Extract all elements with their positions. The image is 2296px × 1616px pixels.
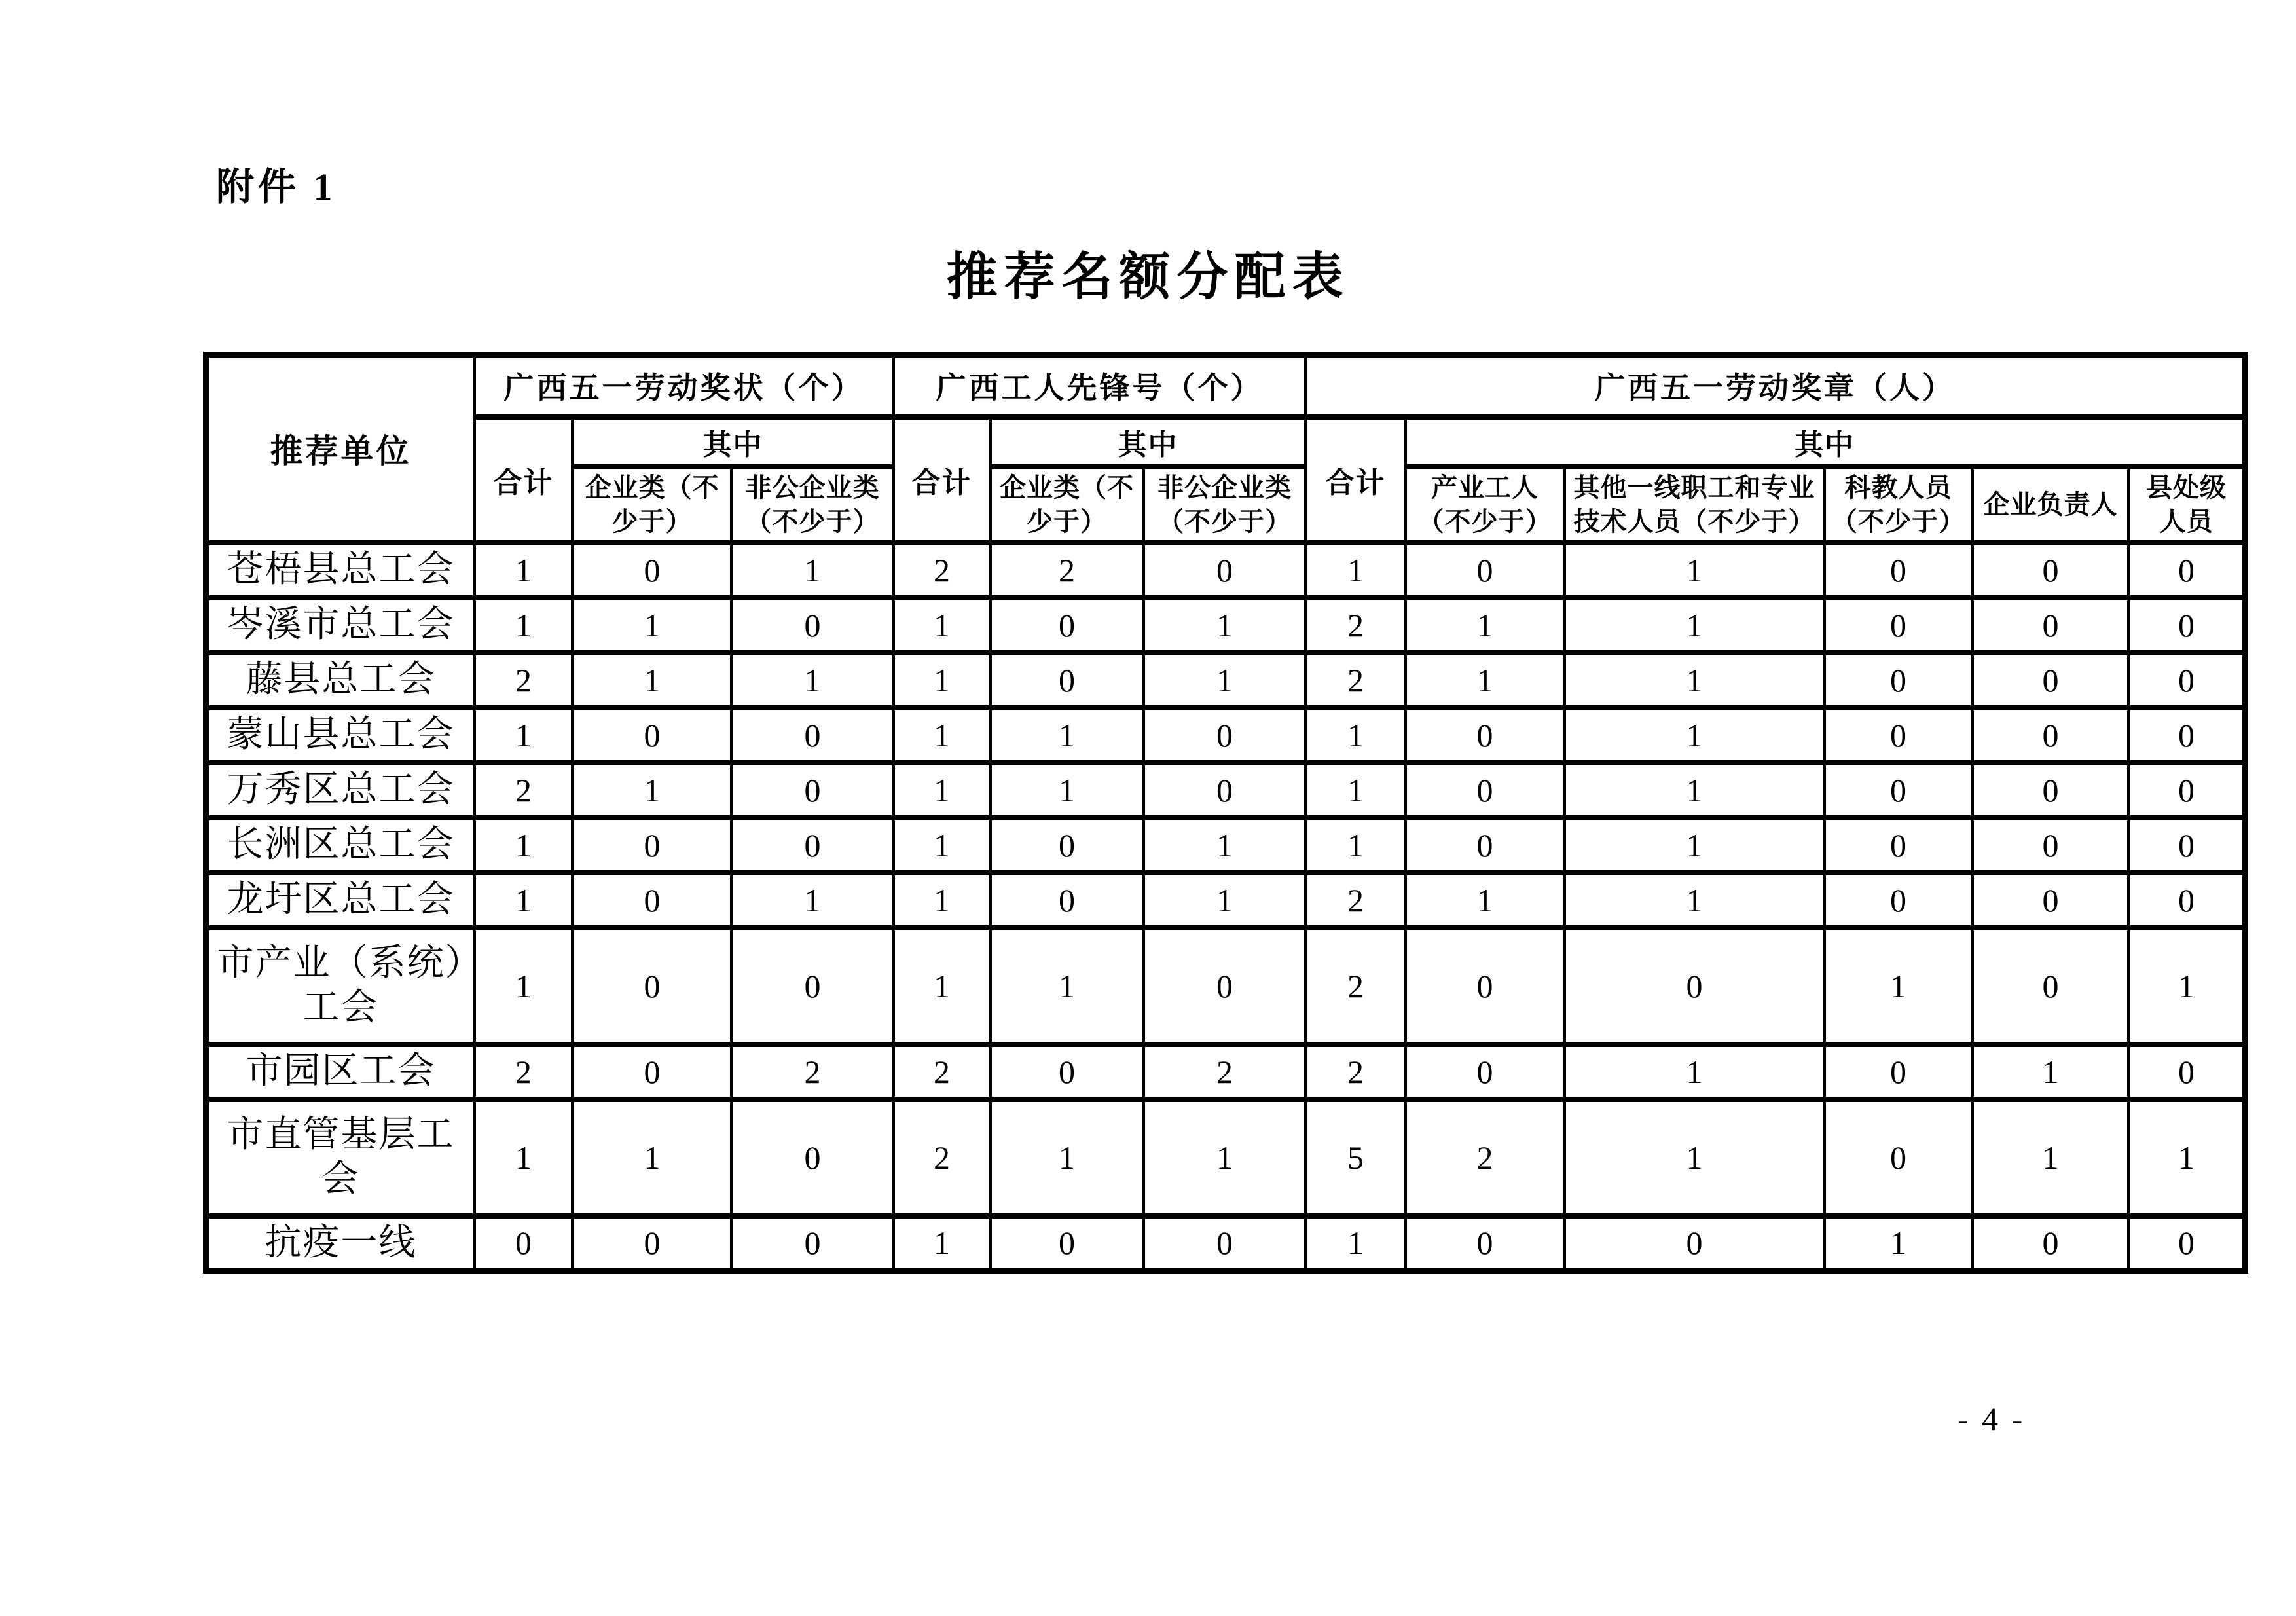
value-cell: 2	[475, 763, 573, 818]
value-cell: 1	[1565, 1099, 1825, 1216]
value-cell: 0	[732, 1099, 894, 1216]
value-cell: 1	[894, 763, 991, 818]
table-row	[206, 1099, 2246, 1216]
value-cell: 0	[2129, 708, 2246, 763]
allocation-table	[203, 352, 2248, 1274]
value-cell: 0	[1825, 708, 1973, 763]
page-title: 推荐名额分配表	[946, 248, 1350, 305]
value-cell: 0	[2129, 1044, 2246, 1099]
value-cell: 1	[475, 928, 573, 1044]
value-cell: 0	[573, 1044, 732, 1099]
value-cell: 1	[475, 598, 573, 653]
value-cell: 1	[1306, 818, 1406, 873]
value-cell: 0	[573, 818, 732, 873]
value-cell: 1	[573, 763, 732, 818]
header-among-pioneer: 其中	[991, 417, 1306, 467]
value-cell: 0	[1565, 928, 1825, 1044]
header-medal-sci-edu: 科教人员（不少于）	[1825, 467, 1973, 543]
value-cell: 0	[1825, 653, 1973, 708]
header-total-pioneer: 合计	[894, 417, 991, 543]
value-cell: 1	[1825, 928, 1973, 1044]
value-cell: 0	[1825, 818, 1973, 873]
value-cell: 5	[1306, 1099, 1406, 1216]
value-cell: 0	[1406, 818, 1565, 873]
value-cell: 2	[1306, 598, 1406, 653]
value-cell: 1	[1406, 598, 1565, 653]
table-row	[206, 653, 2246, 708]
unit-cell: 万秀区总工会	[206, 763, 475, 818]
value-cell: 2	[894, 1044, 991, 1099]
value-cell: 2	[1406, 1099, 1565, 1216]
value-cell: 0	[1406, 928, 1565, 1044]
value-cell: 1	[1144, 1099, 1306, 1216]
value-cell: 1	[1144, 598, 1306, 653]
value-cell: 0	[475, 1216, 573, 1271]
value-cell: 0	[2129, 1216, 2246, 1271]
value-cell: 0	[1144, 708, 1306, 763]
page-number: - 4 -	[1958, 1401, 2026, 1437]
value-cell: 1	[1306, 1216, 1406, 1271]
table-body	[206, 543, 2246, 1271]
value-cell: 1	[1565, 763, 1825, 818]
unit-cell: 藤县总工会	[206, 653, 475, 708]
value-cell: 0	[1973, 543, 2129, 598]
value-cell: 0	[991, 818, 1144, 873]
value-cell: 0	[732, 598, 894, 653]
value-cell: 1	[1565, 708, 1825, 763]
unit-cell: 长洲区总工会	[206, 818, 475, 873]
value-cell: 2	[1306, 928, 1406, 1044]
unit-cell: 市直管基层工会	[206, 1099, 475, 1216]
header-among-certificate: 其中	[573, 417, 894, 467]
value-cell: 1	[1306, 763, 1406, 818]
value-cell: 1	[894, 928, 991, 1044]
value-cell: 1	[732, 653, 894, 708]
value-cell: 0	[1973, 598, 2129, 653]
table-row	[206, 873, 2246, 928]
unit-cell: 市园区工会	[206, 1044, 475, 1099]
value-cell: 2	[894, 543, 991, 598]
value-cell: 1	[894, 598, 991, 653]
value-cell: 0	[1973, 653, 2129, 708]
value-cell: 1	[991, 708, 1144, 763]
value-cell: 1	[475, 873, 573, 928]
unit-cell: 蒙山县总工会	[206, 708, 475, 763]
header-row-among	[206, 417, 2246, 467]
value-cell: 0	[732, 708, 894, 763]
header-group-labor-medal: 广西五一劳动奖章（人）	[1306, 355, 2246, 417]
value-cell: 0	[732, 1216, 894, 1271]
value-cell: 2	[475, 653, 573, 708]
table-row	[206, 1216, 2246, 1271]
value-cell: 1	[573, 653, 732, 708]
value-cell: 1	[1825, 1216, 1973, 1271]
value-cell: 1	[573, 1099, 732, 1216]
value-cell: 1	[1406, 653, 1565, 708]
value-cell: 2	[894, 1099, 991, 1216]
value-cell: 1	[732, 873, 894, 928]
value-cell: 0	[573, 928, 732, 1044]
unit-cell: 市产业（系统）工会	[206, 928, 475, 1044]
header-among-medal: 其中	[1406, 417, 2246, 467]
value-cell: 1	[1306, 543, 1406, 598]
value-cell: 0	[2129, 873, 2246, 928]
header-medal-county-level: 县处级人员	[2129, 467, 2246, 543]
value-cell: 1	[1565, 1044, 1825, 1099]
value-cell: 1	[991, 1099, 1144, 1216]
header-pioneer-non-public: 非公企业类（不少于）	[1144, 467, 1306, 543]
value-cell: 0	[1406, 1216, 1565, 1271]
value-cell: 0	[573, 543, 732, 598]
value-cell: 0	[1825, 763, 1973, 818]
header-group-labor-award-certificate: 广西五一劳动奖状（个）	[475, 355, 894, 417]
value-cell: 1	[894, 818, 991, 873]
table-header	[206, 355, 2246, 543]
value-cell: 0	[1406, 763, 1565, 818]
table-row	[206, 928, 2246, 1044]
value-cell: 1	[894, 873, 991, 928]
value-cell: 0	[573, 1216, 732, 1271]
value-cell: 0	[1144, 1216, 1306, 1271]
value-cell: 1	[894, 653, 991, 708]
value-cell: 0	[1973, 818, 2129, 873]
value-cell: 1	[2129, 928, 2246, 1044]
value-cell: 1	[1565, 543, 1825, 598]
value-cell: 2	[475, 1044, 573, 1099]
header-recommending-unit: 推荐单位	[206, 355, 475, 543]
value-cell: 0	[1825, 543, 1973, 598]
table-row	[206, 818, 2246, 873]
value-cell: 0	[1565, 1216, 1825, 1271]
value-cell: 0	[1144, 763, 1306, 818]
table-row	[206, 543, 2246, 598]
value-cell: 0	[1973, 873, 2129, 928]
value-cell: 1	[475, 1099, 573, 1216]
value-cell: 1	[1565, 598, 1825, 653]
header-total-medal: 合计	[1306, 417, 1406, 543]
value-cell: 1	[1144, 653, 1306, 708]
value-cell: 0	[1825, 598, 1973, 653]
value-cell: 1	[894, 708, 991, 763]
value-cell: 1	[1973, 1044, 2129, 1099]
header-medal-other-frontline: 其他一线职工和专业技术人员（不少于）	[1565, 467, 1825, 543]
value-cell: 0	[2129, 818, 2246, 873]
value-cell: 0	[991, 653, 1144, 708]
value-cell: 2	[991, 543, 1144, 598]
value-cell: 0	[2129, 598, 2246, 653]
value-cell: 1	[475, 708, 573, 763]
value-cell: 0	[732, 928, 894, 1044]
value-cell: 0	[1973, 763, 2129, 818]
value-cell: 0	[991, 1044, 1144, 1099]
header-row-groups	[206, 355, 2246, 417]
value-cell: 1	[732, 543, 894, 598]
value-cell: 0	[1144, 543, 1306, 598]
value-cell: 0	[1973, 928, 2129, 1044]
value-cell: 1	[2129, 1099, 2246, 1216]
value-cell: 0	[732, 763, 894, 818]
value-cell: 1	[1144, 818, 1306, 873]
value-cell: 0	[1406, 708, 1565, 763]
value-cell: 0	[1825, 1044, 1973, 1099]
value-cell: 0	[1825, 1099, 1973, 1216]
unit-cell: 苍梧县总工会	[206, 543, 475, 598]
unit-cell: 抗疫一线	[206, 1216, 475, 1271]
value-cell: 1	[1565, 873, 1825, 928]
value-cell: 0	[991, 598, 1144, 653]
value-cell: 1	[1306, 708, 1406, 763]
unit-cell: 岑溪市总工会	[206, 598, 475, 653]
value-cell: 2	[1306, 873, 1406, 928]
table-row	[206, 598, 2246, 653]
value-cell: 0	[732, 818, 894, 873]
table-row	[206, 763, 2246, 818]
header-pioneer-enterprise: 企业类（不少于）	[991, 467, 1144, 543]
value-cell: 1	[1565, 653, 1825, 708]
value-cell: 2	[732, 1044, 894, 1099]
table-row	[206, 708, 2246, 763]
value-cell: 2	[1306, 653, 1406, 708]
value-cell: 0	[991, 1216, 1144, 1271]
value-cell: 0	[2129, 543, 2246, 598]
header-certificate-enterprise: 企业类（不少于）	[573, 467, 732, 543]
value-cell: 1	[475, 543, 573, 598]
value-cell: 1	[1973, 1099, 2129, 1216]
value-cell: 0	[991, 873, 1144, 928]
value-cell: 0	[1973, 708, 2129, 763]
value-cell: 0	[1406, 1044, 1565, 1099]
value-cell: 1	[1144, 873, 1306, 928]
value-cell: 0	[573, 708, 732, 763]
value-cell: 0	[1825, 873, 1973, 928]
header-medal-industrial-workers: 产业工人（不少于）	[1406, 467, 1565, 543]
value-cell: 1	[475, 818, 573, 873]
value-cell: 1	[991, 763, 1144, 818]
value-cell: 1	[1565, 818, 1825, 873]
value-cell: 2	[1306, 1044, 1406, 1099]
header-group-worker-pioneer: 广西工人先锋号（个）	[894, 355, 1306, 417]
value-cell: 0	[1406, 543, 1565, 598]
header-medal-enterprise-leader: 企业负责人	[1973, 467, 2129, 543]
value-cell: 1	[991, 928, 1144, 1044]
value-cell: 1	[1406, 873, 1565, 928]
value-cell: 0	[1144, 928, 1306, 1044]
value-cell: 0	[573, 873, 732, 928]
value-cell: 0	[2129, 763, 2246, 818]
value-cell: 1	[894, 1216, 991, 1271]
header-total-certificate: 合计	[475, 417, 573, 543]
value-cell: 0	[1973, 1216, 2129, 1271]
table-row	[206, 1044, 2246, 1099]
attachment-label: 附件 1	[216, 166, 337, 208]
value-cell: 2	[1144, 1044, 1306, 1099]
value-cell: 1	[573, 598, 732, 653]
header-certificate-non-public: 非公企业类（不少于）	[732, 467, 894, 543]
value-cell: 0	[2129, 653, 2246, 708]
unit-cell: 龙圩区总工会	[206, 873, 475, 928]
